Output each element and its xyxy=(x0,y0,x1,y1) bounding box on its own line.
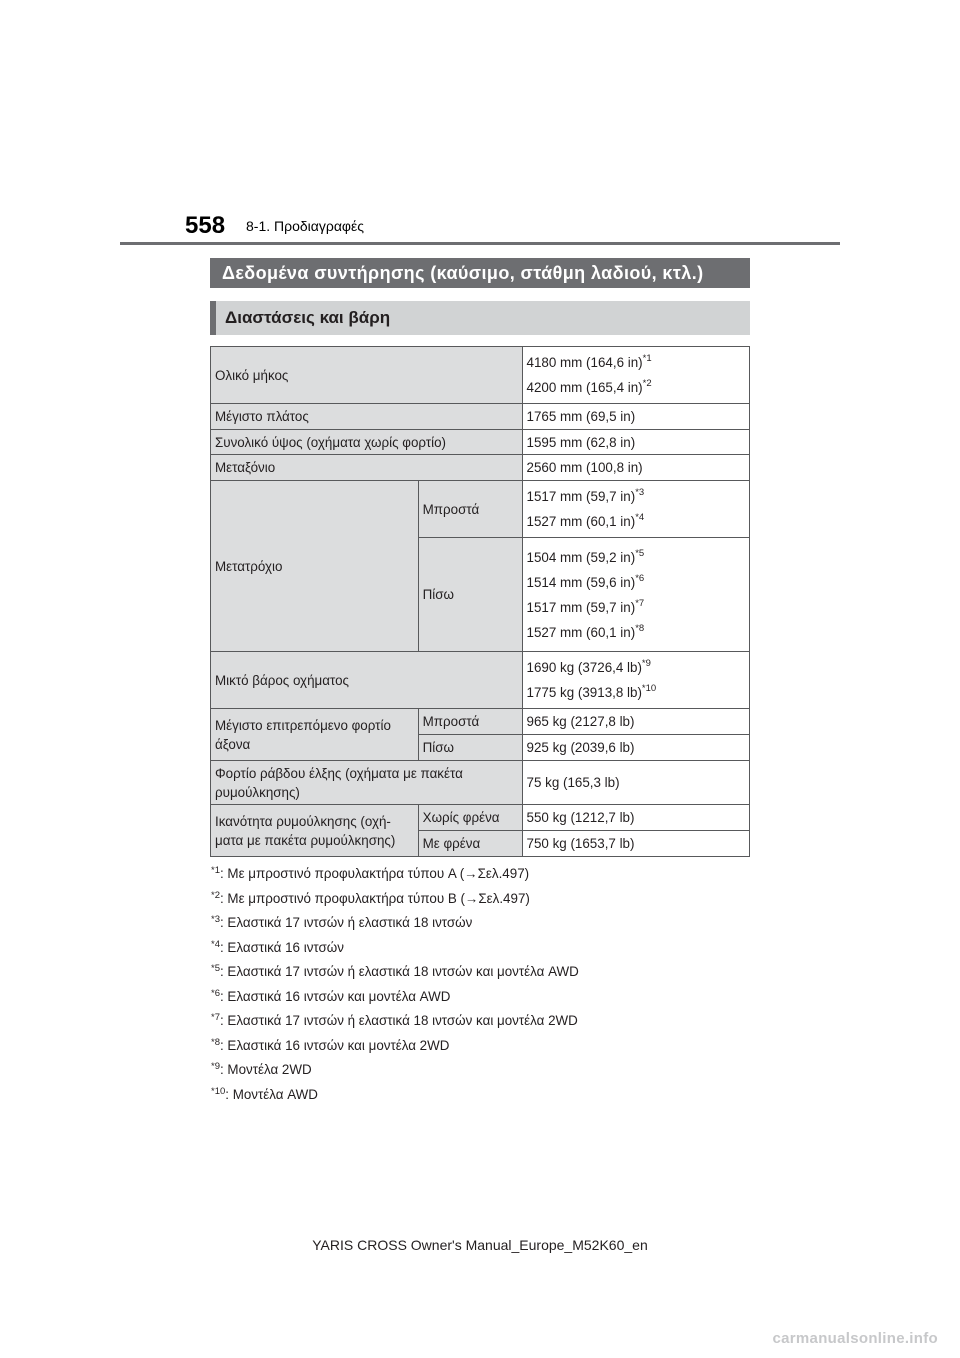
footnote-mark: *7 xyxy=(635,597,645,609)
value-text: 1527 mm (60,1 in) xyxy=(526,514,636,529)
sub-heading-bar xyxy=(210,301,216,335)
footnote-text: : Με μπροστινό προφυλακτήρα τύπου B (→Σελ.497) xyxy=(219,890,530,906)
table-row xyxy=(211,347,750,404)
row-label: Μέγιστο πλάτος xyxy=(211,404,523,430)
row-sublabel: Πίσω xyxy=(418,735,522,761)
table-row xyxy=(211,709,750,735)
footnote-mark: *6 xyxy=(635,572,645,584)
row-sublabel: Χωρίς φρένα xyxy=(418,805,522,831)
row-value: 75 kg (165,3 lb) xyxy=(522,761,749,805)
footnote xyxy=(211,963,579,988)
value-text: 1690 kg (3726,4 lb) xyxy=(526,660,642,675)
section-title: 8-1. Προδιαγραφές xyxy=(246,218,364,234)
footnote-text: : Ελαστικά 17 ιντσών ή ελαστικά 18 ιντσών και μοντέλα 2WD xyxy=(219,1013,578,1028)
footnote-mark: *3 xyxy=(211,914,220,925)
footnote-mark: *1 xyxy=(642,353,652,364)
row-label: Ικανότητα ρυμούλκησης (οχή- ματα με πακέτα ρυμούλκησης) xyxy=(211,805,419,857)
dimensions-weights-table xyxy=(210,346,750,857)
footnote-mark: *5 xyxy=(635,547,645,559)
table-row xyxy=(211,761,750,805)
value-text: 1775 kg (3913,8 lb) xyxy=(526,685,642,700)
row-value xyxy=(522,652,749,709)
row-value: 965 kg (2127,8 lb) xyxy=(522,709,749,735)
footnote xyxy=(211,1012,579,1037)
row-value: 1765 mm (69,5 in) xyxy=(522,404,749,430)
footnote-text: : Ελαστικά 16 ιντσών και μοντέλα AWD xyxy=(219,988,451,1004)
footnote-mark: *9 xyxy=(641,658,651,669)
footnote-mark: *3 xyxy=(635,487,645,498)
row-label: Μέγιστο επιτρεπόμενο φορτίο άξονα xyxy=(211,709,419,761)
row-sublabel: Μπροστά xyxy=(418,481,522,538)
row-sublabel: Μπροστά xyxy=(418,709,522,735)
row-value: 750 kg (1653,7 lb) xyxy=(522,831,749,857)
row-label: Συνολικό ύψος (οχήματα χωρίς φορτίο) xyxy=(211,430,523,455)
row-value xyxy=(522,347,749,404)
footnote-mark: *2 xyxy=(642,378,652,389)
footnote-text: : Ελαστικά 16 ιντσών και μοντέλα 2WD xyxy=(219,1037,450,1053)
value-text: 4200 mm (165,4 in) xyxy=(526,380,643,395)
sub-heading xyxy=(210,301,750,335)
watermark: carmanualsonline.info xyxy=(772,1330,938,1347)
footnote-text: : Μοντέλα AWD xyxy=(225,1086,318,1102)
footnote-mark: *5 xyxy=(211,963,220,974)
value-text: 1527 mm (60,1 in) xyxy=(526,624,636,640)
row-label: Μεταξόνιο xyxy=(211,455,523,481)
footnote-mark: *6 xyxy=(211,987,220,999)
table-row xyxy=(211,404,750,430)
row-label: Μικτό βάρος οχήματος xyxy=(211,652,523,709)
footnote-mark: *2 xyxy=(211,889,220,901)
footnote-text: : Ελαστικά 16 ιντσών xyxy=(219,939,344,955)
footnote xyxy=(211,939,579,964)
table-row xyxy=(211,455,750,481)
footer-text: YARIS CROSS Owner's Manual_Europe_M52K60_en xyxy=(312,1237,648,1253)
footnote xyxy=(211,865,579,890)
sub-heading-text: Διαστάσεις και βάρη xyxy=(225,308,391,327)
footnote-text: : Ελαστικά 17 ιντσών ή ελαστικά 18 ιντσών και μοντέλα AWD xyxy=(219,964,579,979)
value-text: 1504 mm (59,2 in) xyxy=(526,549,636,565)
footnotes xyxy=(211,865,579,1110)
footnote-text: : Ελαστικά 17 ιντσών ή ελαστικά 18 ιντσών xyxy=(219,915,473,930)
table-row xyxy=(211,652,750,709)
row-value: 550 kg (1212,7 lb) xyxy=(522,805,749,831)
row-value: 1595 mm (62,8 in) xyxy=(522,430,749,455)
main-heading-text: Δεδομένα συντήρησης (καύσιμο, στάθμη λαδιού, κτλ.) xyxy=(222,263,704,283)
footnote-mark: *10 xyxy=(641,683,657,694)
footnote-mark: *7 xyxy=(211,1012,220,1023)
main-heading xyxy=(210,258,750,288)
value-text: 1517 mm (59,7 in) xyxy=(526,489,636,504)
footnote-mark: *4 xyxy=(211,938,220,950)
row-value xyxy=(522,538,749,652)
footnote-text: : Μοντέλα 2WD xyxy=(219,1062,312,1077)
footnote xyxy=(211,988,579,1013)
row-label: Ολικό μήκος xyxy=(211,347,523,404)
table-row xyxy=(211,805,750,831)
footnote xyxy=(211,890,579,915)
footnote-mark: *4 xyxy=(635,512,645,523)
footnote-mark: *10 xyxy=(211,1085,226,1097)
row-label: Φορτίο ράβδου έλξης (οχήματα με πακέτα ρυμούλκησης) xyxy=(211,761,523,805)
footnote xyxy=(211,1086,579,1111)
footnote xyxy=(211,914,579,939)
page-number: 558 xyxy=(185,212,226,239)
row-value: 925 kg (2039,6 lb) xyxy=(522,735,749,761)
footnote-text: : Με μπροστινό προφυλακτήρα τύπου A (→Σελ.497) xyxy=(219,866,530,881)
row-sublabel: Με φρένα xyxy=(418,831,522,857)
row-value xyxy=(522,481,749,538)
header-divider xyxy=(120,242,840,245)
value-text: 4180 mm (164,6 in) xyxy=(526,355,643,370)
table-row xyxy=(211,481,750,538)
footnote-mark: *9 xyxy=(211,1061,220,1072)
row-value: 2560 mm (100,8 in) xyxy=(522,455,749,481)
footnote xyxy=(211,1037,579,1062)
footnote-mark: *8 xyxy=(635,622,645,634)
value-text: 1517 mm (59,7 in) xyxy=(526,599,636,615)
row-label: Μετατρόχιο xyxy=(211,481,419,652)
footnote xyxy=(211,1061,579,1086)
table-row xyxy=(211,430,750,455)
row-sublabel: Πίσω xyxy=(418,538,522,652)
footnote-mark: *1 xyxy=(211,865,220,876)
value-text: 1514 mm (59,6 in) xyxy=(526,574,636,590)
footnote-mark: *8 xyxy=(211,1036,220,1048)
